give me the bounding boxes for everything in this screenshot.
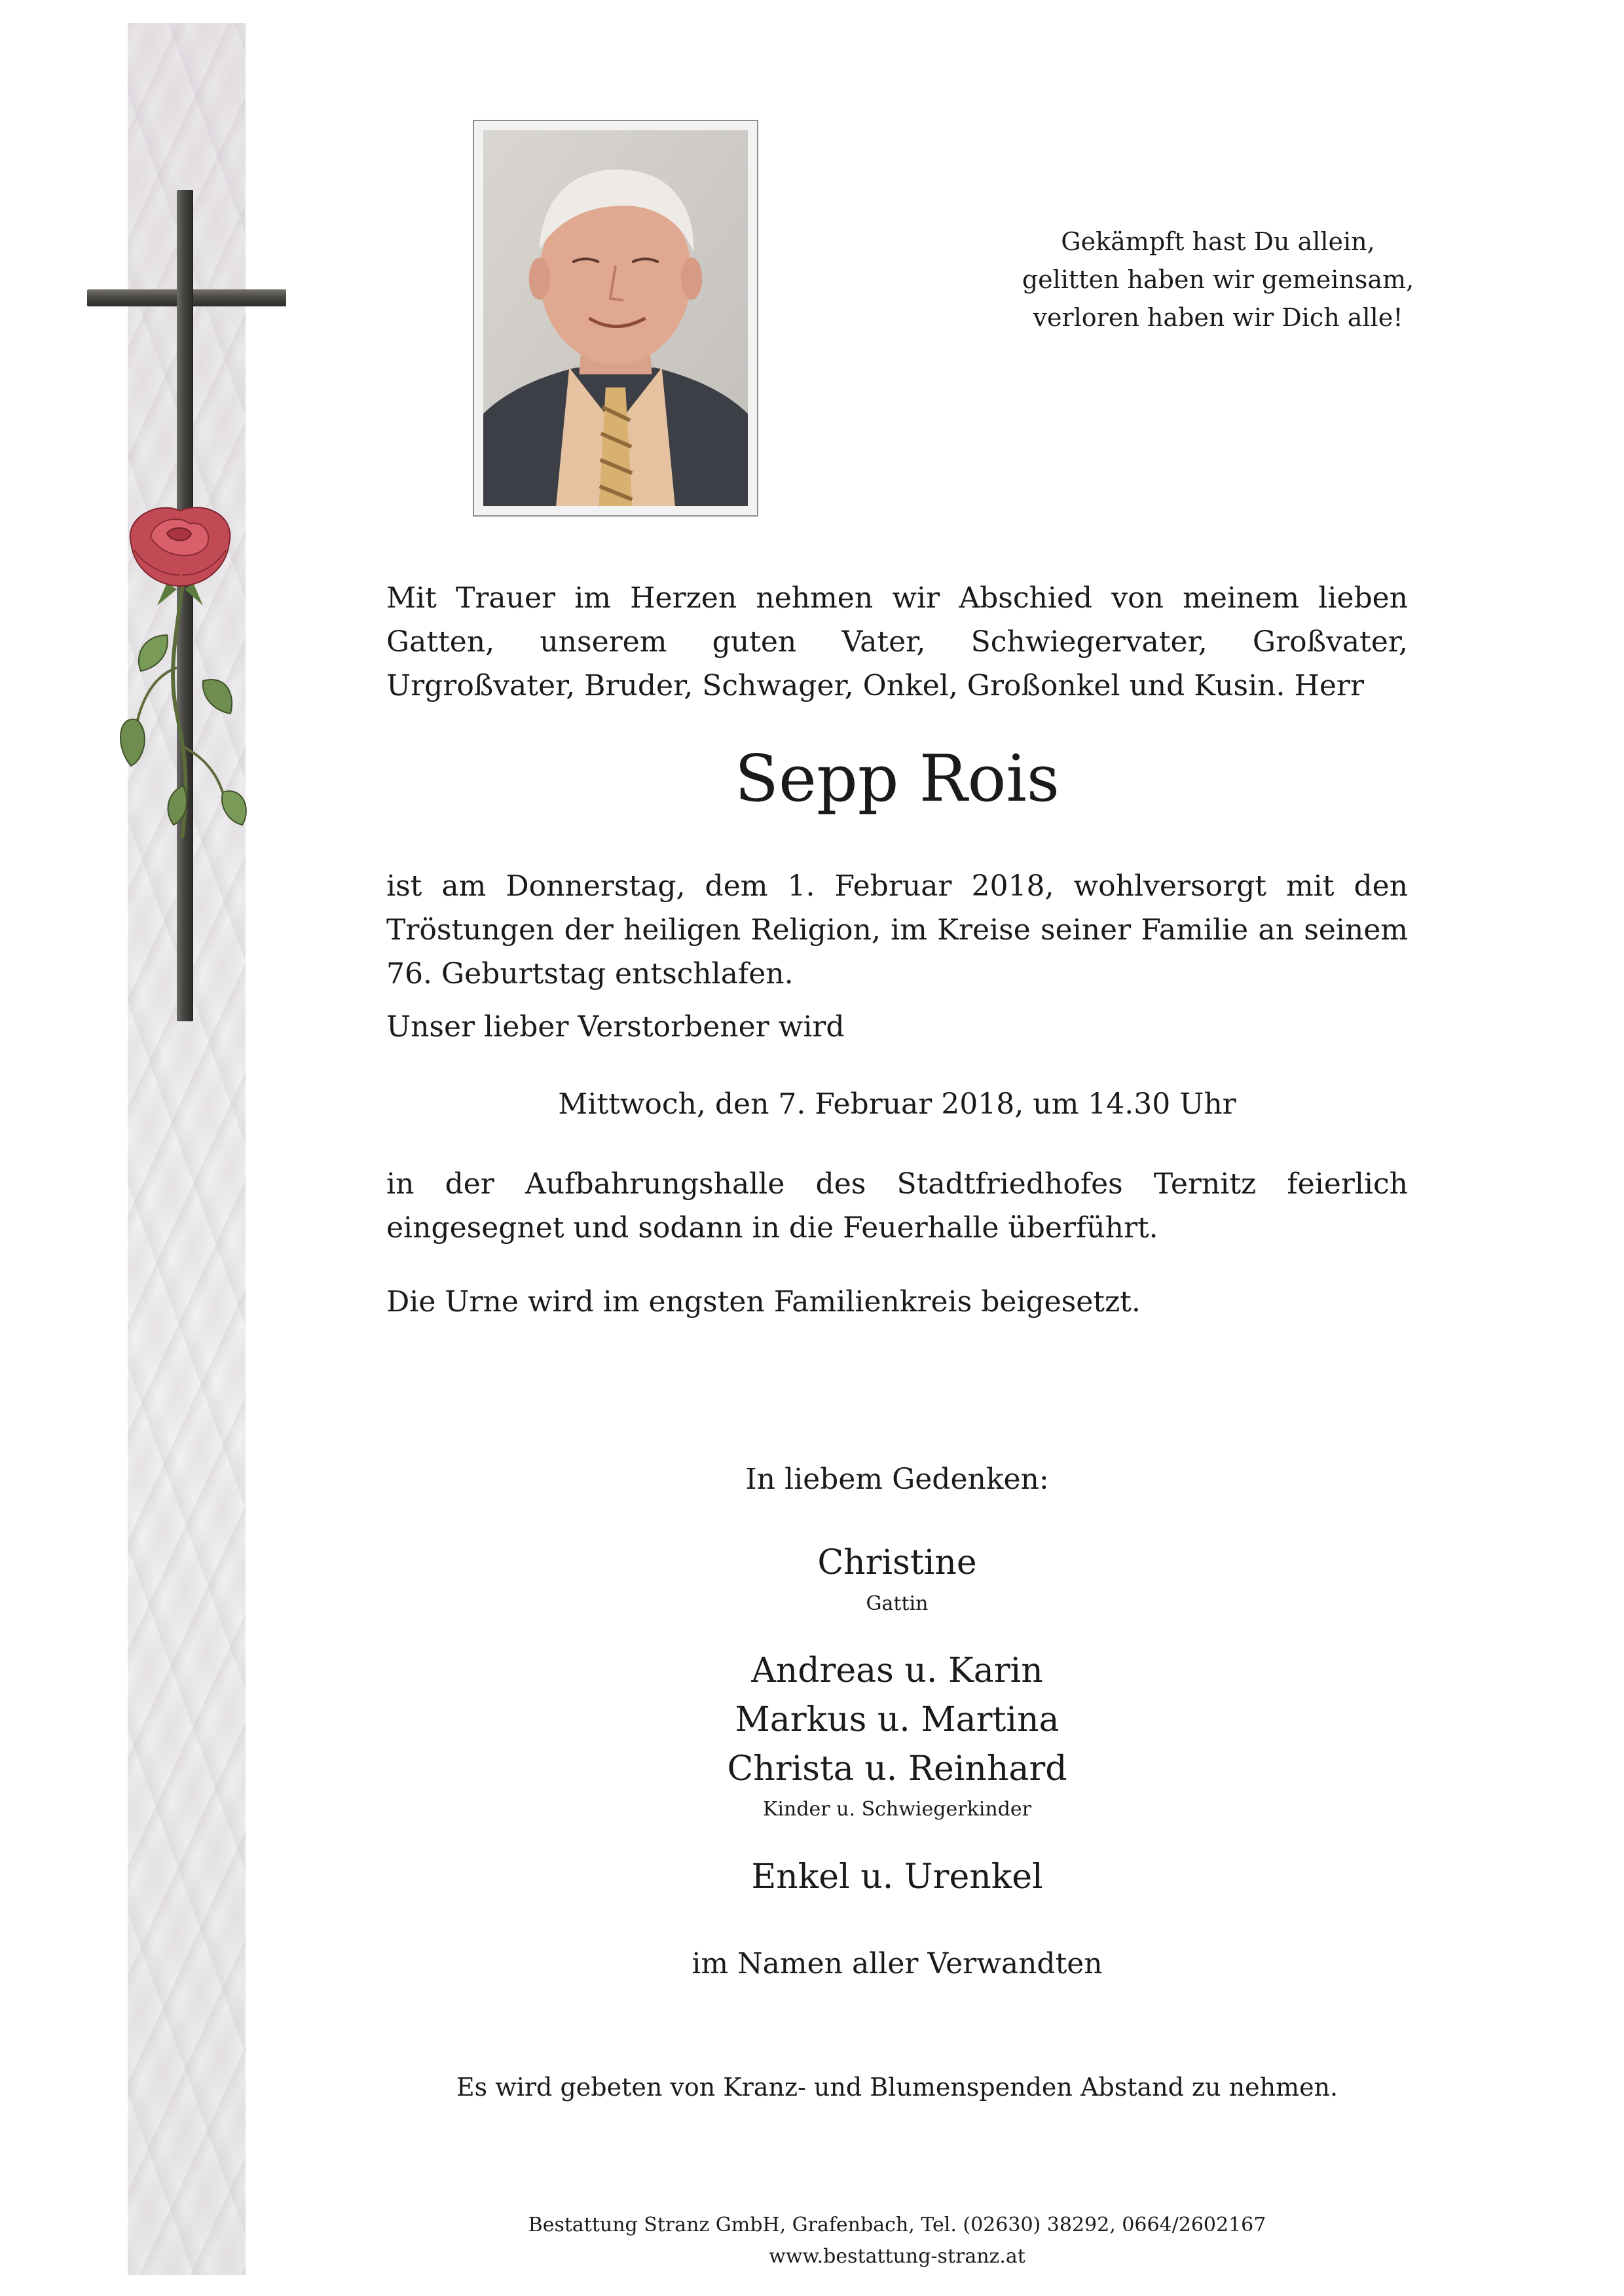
urn-note: Die Urne wird im engsten Familienkreis beigesetzt. [386,1285,1141,1319]
closing-note: Es wird gebeten von Kranz- und Blumenspenden Abstand zu nehmen. [456,2073,1338,2102]
intro-text: Mit Trauer im Herzen nehmen wir Abschied von meinem lieben Gatten, unserem guten Vater, Schwiegervater, Großvater, Urgroßvater, Bruder, Schwager, Onkel, Großonkel und Kusin. Herr [386,581,1408,702]
ceremony-lead: Unser lieber Verstorbener wird [386,1010,845,1044]
grandchildren: Enkel u. Urenkel [751,1857,1043,1897]
quote-line: verloren haben wir Dich alle! [1033,303,1403,332]
memory-heading: In liebem Gedenken: [745,1463,1049,1496]
relatives: im Namen aller Verwandten [692,1947,1103,1980]
footer-company: Bestattung Stranz GmbH, Grafenbach, Tel. (02630) 38292, 0664/2602167 [528,2214,1266,2236]
child-couple: Christa u. Reinhard [727,1749,1067,1789]
deceased-name: Sepp Rois [734,742,1060,816]
spouse-role: Gattin [866,1592,929,1615]
child-couple: Andreas u. Karin [751,1651,1043,1690]
rose-icon [105,498,255,864]
footer-website: www.bestattung-stranz.at [769,2245,1025,2268]
quote [982,223,1454,337]
child-couple: Markus u. Martina [735,1700,1060,1740]
ceremony-date: Mittwoch, den 7. Februar 2018, um 14.30 Uhr [558,1087,1236,1121]
quote-line: gelitten haben wir gemeinsam, [1022,265,1414,294]
spouse-name: Christine [817,1543,977,1582]
quote-line: Gekämpft hast Du allein, [1061,227,1375,256]
death-notice: ist am Donnerstag, dem 1. Februar 2018, wohlversorgt mit den Tröstungen der heiligen Religion, im Kreise seiner Familie an seinem 76. Geburtstag entschlafen. [386,869,1408,991]
portrait-photo [473,120,758,517]
children-role: Kinder u. Schwiegerkinder [763,1798,1031,1821]
ceremony-place: in der Aufbahrungshalle des Stadtfriedhofes Ternitz feierlich eingesegnet und sodann in die Feuerhalle überführt. [386,1167,1408,1245]
